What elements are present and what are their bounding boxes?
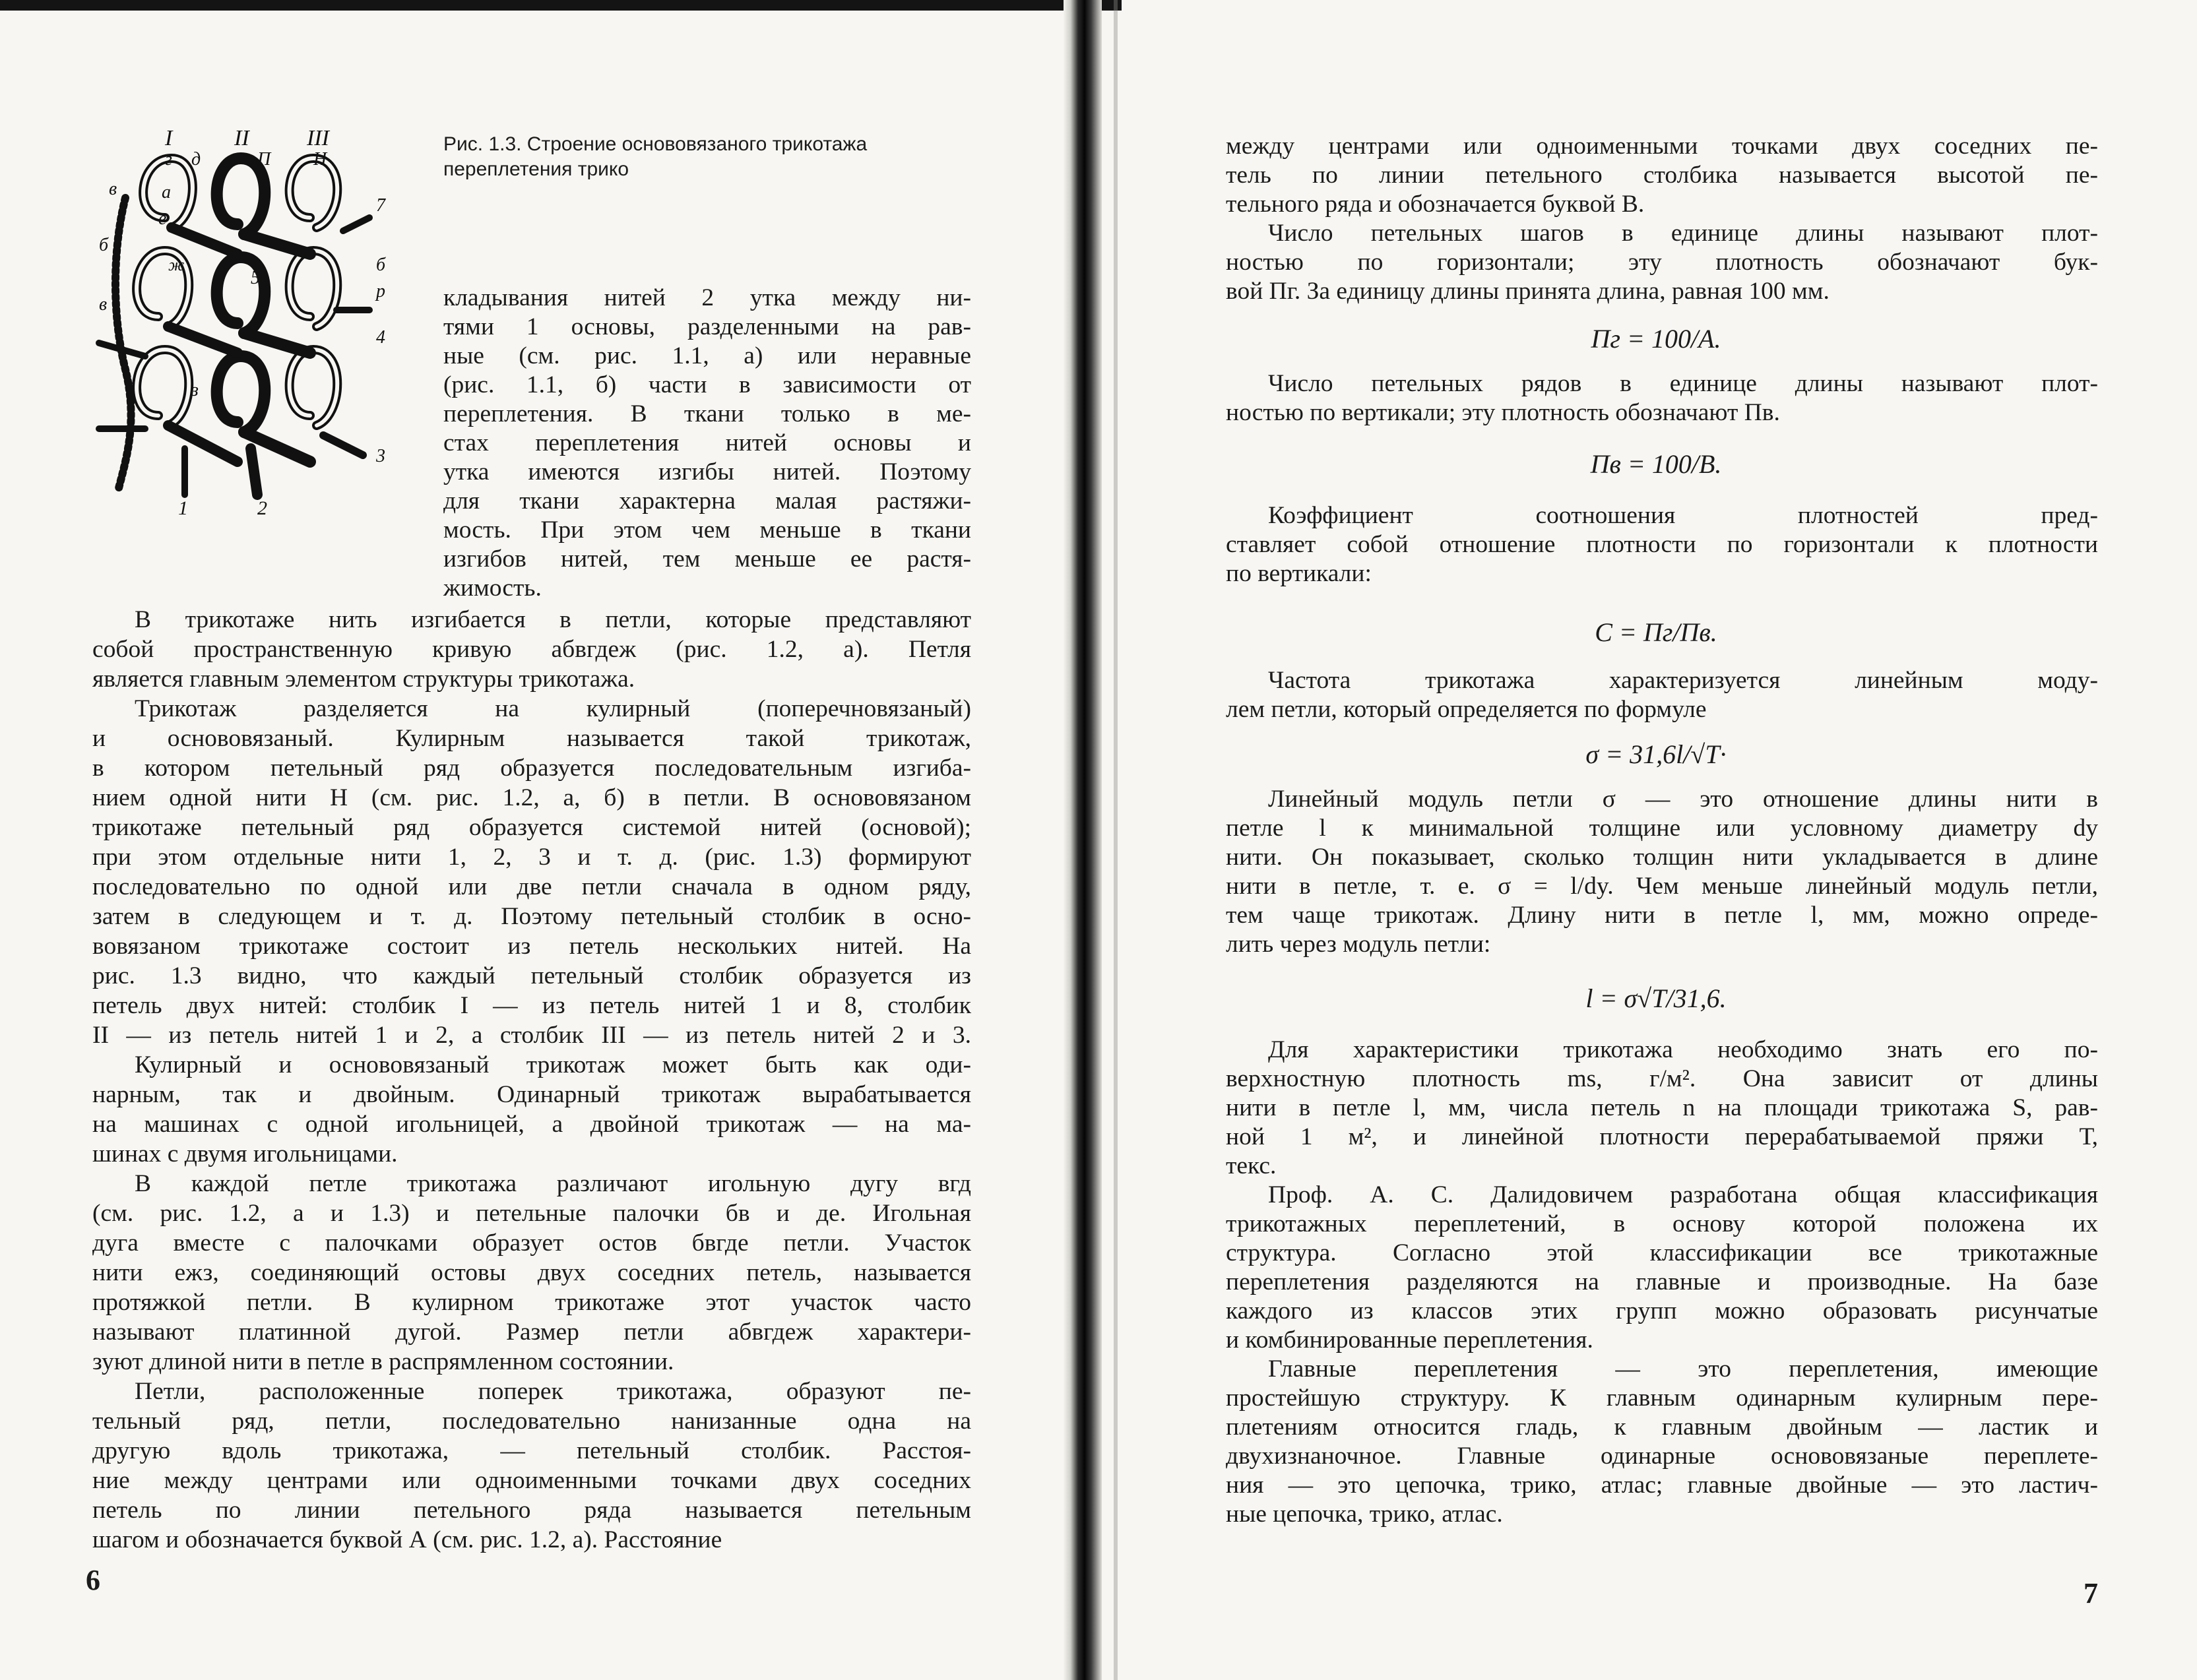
column-label-i: I [165,126,173,150]
svg-text:р: р [376,281,385,301]
svg-text:б: б [99,235,109,255]
body-line: шагом и обозначается буквой А (см. рис. 1.2, а). Расстояние [92,1526,722,1553]
wrap-line: переплетения. В ткани только в ме- [443,400,971,427]
body-line: Кулирный и основовязаный трикотаж может быть как оди- [135,1051,971,1078]
body-line: затем в следующем и т. д. Поэтому петельный столбик в осно- [92,903,971,930]
body-line: Главные переплетения — это переплетения, имеющие [1268,1355,2098,1383]
svg-text:П: П [257,149,271,170]
body-line: в котором петельный ряд образуется последовательным изгиба- [92,755,971,782]
column-label-ii: II [234,126,249,150]
formula: σ = 31,6l/√T· [1585,739,1727,769]
body-line: при этом отдельные нити 1, 2, 3 и т. д. (рис. 1.3) формируют [92,844,971,871]
body-line: вовязаном трикотаже состоит из петель нескольких нитей. На [92,933,971,960]
body-line: на машинах с одной игольницей, а двойной трикотаж — на ма- [92,1111,971,1138]
body-line: тель по линии петельного столбика называется высотой пе- [1226,162,2098,189]
column-label-iii: III [307,126,329,150]
body-line: переплетения разделяются на главные и производные. На базе [1226,1268,2098,1295]
body-line: ные цепочка, трико, атлас. [1226,1501,1503,1528]
left-page [0,0,1062,1680]
wrap-line: для ткани характерна малая растяжи- [443,487,971,514]
page-number-left: 6 [86,1564,100,1596]
body-line: простейшую структуру. К главным одинарным кулирным пере- [1226,1384,2098,1412]
svg-text:Н: Н [313,149,327,170]
wrap-line: кладывания нитей 2 утка между ни- [443,284,971,311]
svg-text:г: г [165,149,172,170]
body-line: Для характеристики трикотажа необходимо знать его по- [1268,1036,2098,1063]
body-line: каждого из классов этих групп можно образовать рисунчатые [1226,1297,2098,1324]
body-line: ностью по вертикали; эту плотность обозначают Пв. [1226,399,1780,426]
svg-text:з: з [191,380,199,400]
body-line: трикотажных переплетений, в основу которой положена их [1226,1210,2098,1237]
wrap-line: тями 1 основы, разделенными на рав- [443,313,971,340]
knit-structure-figure [86,119,429,541]
wrap-line: утка имеются изгибы нитей. Поэтому [443,458,971,485]
body-line: Петли, расположенные поперек трикотажа, образуют пе- [135,1378,971,1405]
body-line: тем чаще трикотаж. Длину нити в петле l, мм, можно опреде- [1226,902,2098,929]
body-line: В каждой петле трикотажа различают игольную дугу вгд [135,1170,971,1197]
body-line: трикотаже петельный ряд образуется системой нитей (основой); [92,814,971,841]
body-line: собой пространственную кривую абвгдеж (рис. 1.2, а). Петля [92,636,971,663]
svg-text:а: а [162,182,171,202]
body-line: ния — это цепочка, трико, атлас; главные двойные — это ластич- [1226,1472,2098,1499]
body-line: между центрами или одноименными точками двух соседних пе- [1226,133,2098,160]
body-line: тельного ряда и обозначается буквой В. [1226,191,1645,218]
body-line: Число петельных шагов в единице длины называют плот- [1268,220,2098,247]
body-line: нити. Он показывает, сколько толщин нити укладывается в длине [1226,844,2098,871]
body-line: двухизнаночное. Главные одинарные основовязаные переплете- [1226,1443,2098,1470]
body-line: (см. рис. 1.2, а и 1.3) и петельные палочки бв и де. Игольная [92,1200,971,1227]
wrap-line: мость. При этом чем меньше в ткани [443,516,971,544]
body-line: нием одной нити Н (см. рис. 1.2, а, б) в петли. В основовязаном [92,784,971,811]
body-line: Частота трикотажа характеризуется линейным моду- [1268,667,2098,694]
body-line: верхностную плотность ms, г/м². Она зависит от длины [1226,1065,2098,1092]
body-line: ностью по горизонтали; эту плотность обозначают бук- [1226,249,2098,276]
body-line: нити в петле l, мм, числа петель n на площади трикотажа S, рав- [1226,1094,2098,1121]
formula: Пг = 100/А. [1591,324,1721,354]
wrap-line: жимость. [443,575,542,602]
body-line: Число петельных рядов в единице длины называют плот- [1268,370,2098,397]
body-line: петель двух нитей: столбик I — из петель нитей 1 и 8, столбик [92,992,971,1019]
wrap-line: (рис. 1.1, б) части в зависимости от [443,371,971,398]
wrap-line: ные (см. рис. 1.1, а) или неравные [443,342,971,369]
body-line: Трикотаж разделяется на кулирный (поперечновязаный) [135,695,971,722]
book-gutter-shadow [1064,0,1102,1680]
svg-text:7: 7 [376,195,385,216]
body-line: дуга вместе с палочками образует остов бвгде петли. Участок [92,1229,971,1257]
body-line: и основовязаный. Кулирным называется такой трикотаж, [92,725,971,752]
body-line: протяжкой петли. В кулирном трикотаже этот участок часто [92,1289,971,1316]
body-line: В трикотаже нить изгибается в петли, которые представляют [135,606,971,633]
body-line: текс. [1226,1152,1277,1179]
formula: С = Пг/Пв. [1595,617,1717,647]
svg-text:5: 5 [251,268,260,288]
svg-text:б: б [376,255,386,275]
body-line: последовательно по одной или две петли сначала в одном ряду, [92,873,971,900]
wrap-line: изгибов нитей, тем меньше ее растя- [443,545,971,573]
body-line: называют платинной дугой. Размер петли абвгдеж характери- [92,1319,971,1346]
svg-text:1: 1 [178,497,188,519]
body-line: структура. Согласно этой классификации все трикотажные [1226,1239,2098,1266]
body-line: плетениям относится гладь, к главным двойным — ластик и [1226,1414,2098,1441]
svg-text:д: д [191,149,201,170]
svg-text:в: в [99,294,108,315]
body-line: петле l к минимальной толщине или условному диаметру dy [1226,815,2098,842]
page-number-right: 7 [2084,1577,2098,1609]
body-line: лем петли, который определяется по формуле [1226,696,1707,723]
svg-text:ж: ж [168,255,185,274]
svg-text:е: е [158,208,167,229]
body-line: II — из петель нитей 1 и 2, а столбик III — из петель нитей 2 и 3. [92,1022,971,1049]
body-line: ставляет собой отношение плотности по горизонтали к плотности [1226,531,2098,558]
body-line: Линейный модуль петли σ — это отношение длины нити в [1268,786,2098,813]
body-line: зуют длиной нити в петле в распрямленном состоянии. [92,1348,674,1375]
svg-text:3: 3 [376,446,385,466]
body-line: другую вдоль трикотажа, — петельный столбик. Расстоя- [92,1437,971,1464]
body-line: по вертикали: [1226,560,1372,587]
body-line: рис. 1.3 видно, что каждый петельный столбик образуется из [92,962,971,989]
body-line: Коэффициент соотношения плотностей пред- [1268,502,2098,529]
body-line: петель по линии петельного ряда называется петельным [92,1497,971,1524]
body-line: тельный ряд, петли, последовательно нанизанные одна на [92,1408,971,1435]
body-line: ной 1 м², и линейной плотности перерабатываемой пряжи Т, [1226,1123,2098,1150]
formula: l = σ√T/31,6. [1585,983,1727,1013]
body-line: нити ежз, соединяющий остовы двух соседних петель, называется [92,1259,971,1286]
body-line: Проф. А. С. Далидовичем разработана общая классификация [1268,1181,2098,1208]
body-line: нарным, так и двойным. Одинарный трикотаж вырабатывается [92,1081,971,1108]
svg-text:2: 2 [257,497,267,519]
wrap-line: стах переплетения нитей основы и [443,429,971,456]
body-line: шинах с двумя игольницами. [92,1140,398,1167]
figure-caption: Рис. 1.3. Строение основовязаного трикотажа переплетения трико [443,133,868,180]
body-line: и комбинированные переплетения. [1226,1326,1593,1353]
svg-text:4: 4 [376,327,385,348]
body-line: вой Пг. За единицу длины принята длина, равная 100 мм. [1226,278,1830,305]
svg-text:в: в [109,179,117,199]
body-line: нити в петле, т. е. σ = l/dy. Чем меньше линейный модуль петли, [1226,873,2098,900]
formula: Пв = 100/В. [1590,449,1722,479]
body-line: ние между центрами или одноименными точками двух соседних [92,1467,971,1494]
body-line: лить через модуль петли: [1226,931,1491,958]
right-page [1108,0,2197,1680]
body-line: является главным элементом структуры трикотажа. [92,666,635,693]
